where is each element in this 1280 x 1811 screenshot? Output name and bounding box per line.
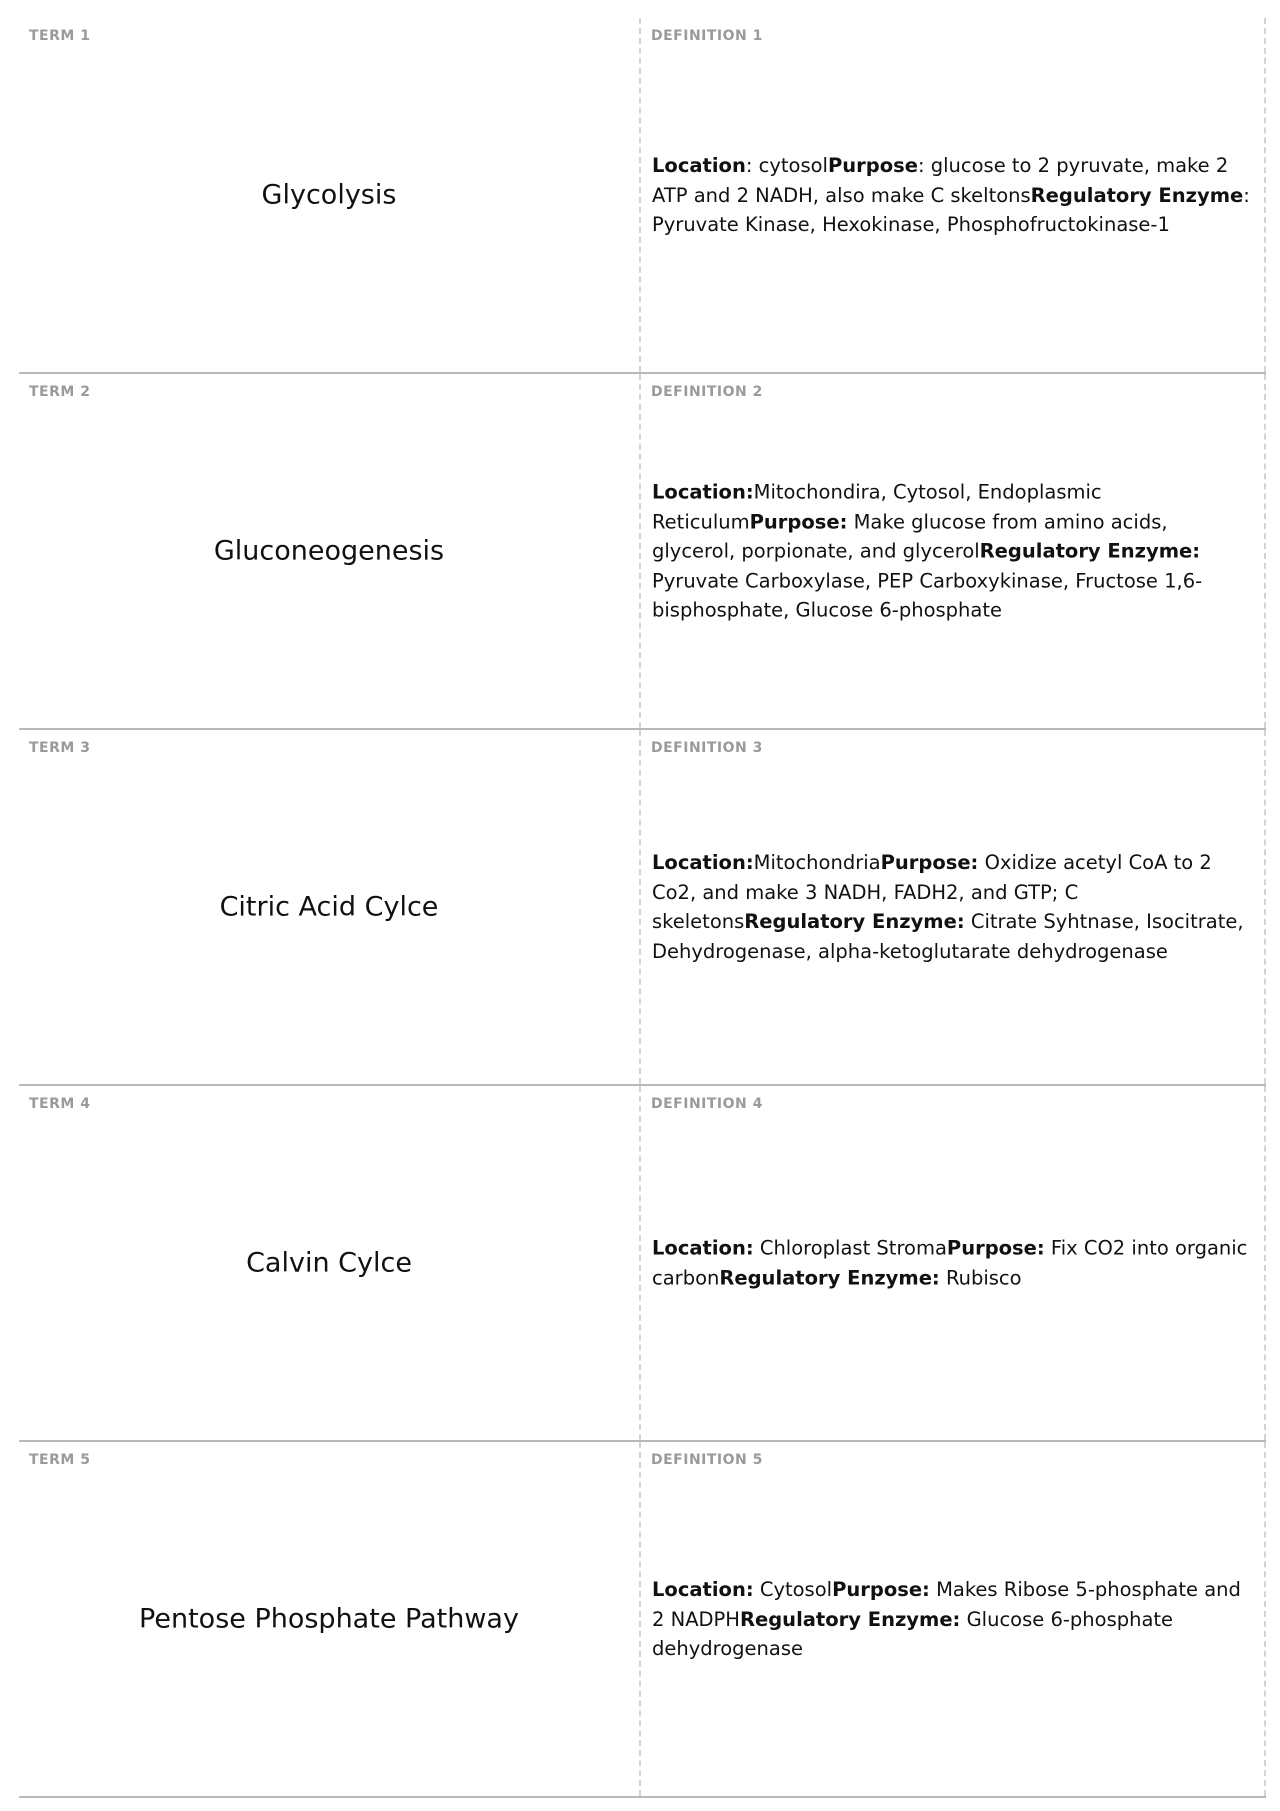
- location-value: cytosol: [758, 153, 828, 177]
- purpose-separator: :: [917, 153, 931, 177]
- term-cell: [19, 1442, 641, 1796]
- enzyme-label: Regulatory Enzyme: [1030, 183, 1244, 207]
- definition-label: DEFINITION 4: [651, 1096, 763, 1112]
- definition-cell: [641, 1442, 1266, 1796]
- definition-text: [652, 477, 1254, 625]
- purpose-value: Make glucose from amino acids, glycerol, porpionate, and glycerol: [652, 509, 1168, 563]
- enzyme-label: Regulatory Enzyme:: [979, 539, 1201, 563]
- purpose-value: glucose to 2 pyruvate, make 2 ATP and 2 NADH, also make C skeltons: [652, 153, 1229, 207]
- purpose-label: Purpose: [827, 153, 918, 177]
- location-value: Chloroplast Stroma: [759, 1236, 947, 1260]
- purpose-value: Makes Ribose 5-phosphate and 2 NADPH: [652, 1577, 1241, 1631]
- term-label: TERM 2: [29, 384, 91, 400]
- definition-text: [652, 151, 1254, 240]
- purpose-value: Fix CO2 into organic carbon: [652, 1236, 1248, 1289]
- purpose-label: Purpose:: [749, 509, 848, 533]
- location-label: Location:: [652, 1236, 754, 1260]
- definition-cell: [641, 1086, 1266, 1440]
- definition-label: DEFINITION 5: [651, 1452, 763, 1468]
- term-text: Calvin Cylce: [246, 1247, 412, 1279]
- enzyme-value: Citrate Syhtnase, Isocitrate, Dehydrogenase, alpha-ketoglutarate dehydrogenase: [652, 910, 1244, 963]
- location-label: Location:: [652, 1577, 754, 1601]
- location-label: Location: [652, 153, 746, 177]
- definition-text: [652, 1234, 1254, 1293]
- purpose-label: Purpose:: [832, 1577, 930, 1601]
- location-value: Mitochondria: [753, 851, 881, 874]
- location-value: Cytosol: [759, 1577, 833, 1601]
- term-text: Pentose Phosphate Pathway: [139, 1603, 519, 1635]
- enzyme-value: Rubisco: [945, 1266, 1022, 1289]
- card-row-1: [19, 18, 1266, 374]
- enzyme-separator: :: [1243, 183, 1250, 207]
- definition-text: [652, 1575, 1254, 1664]
- term-label: TERM 5: [29, 1452, 91, 1468]
- definition-label: DEFINITION 1: [651, 28, 763, 44]
- term-text: Glycolysis: [261, 179, 397, 211]
- enzyme-value: Glucose 6-phosphate dehydrogenase: [652, 1607, 1174, 1660]
- flashcard-sheet: [19, 18, 1266, 1798]
- term-label: TERM 1: [29, 28, 91, 44]
- enzyme-label: Regulatory Enzyme:: [744, 910, 965, 933]
- definition-label: DEFINITION 2: [651, 384, 763, 400]
- term-label: TERM 3: [29, 740, 91, 756]
- purpose-label: Purpose:: [946, 1236, 1045, 1260]
- definition-text: [652, 848, 1254, 966]
- term-text: Citric Acid Cylce: [219, 891, 439, 923]
- card-row-3: [19, 730, 1266, 1086]
- card-row-5: [19, 1442, 1266, 1798]
- enzyme-value: Pyruvate Kinase, Hexokinase, Phosphofructokinase-1: [652, 212, 1170, 236]
- location-value: Mitochondira, Cytosol, Endoplasmic Reticulum: [652, 480, 1102, 533]
- enzyme-value: Pyruvate Carboxylase, PEP Carboxykinase, Fructose 1,6-bisphosphate, Glucose 6-phosphate: [652, 568, 1203, 622]
- term-cell: [19, 1086, 641, 1440]
- term-cell: [19, 374, 641, 728]
- enzyme-label: Regulatory Enzyme:: [719, 1266, 940, 1289]
- term-cell: [19, 730, 641, 1084]
- term-label: TERM 4: [29, 1096, 91, 1112]
- definition-cell: [641, 730, 1266, 1084]
- location-label: Location:: [652, 851, 754, 874]
- card-row-2: [19, 374, 1266, 730]
- enzyme-label: Regulatory Enzyme:: [739, 1607, 961, 1631]
- location-separator: :: [745, 153, 759, 177]
- location-label: Location:: [652, 480, 754, 504]
- definition-label: DEFINITION 3: [651, 740, 763, 756]
- card-row-4: [19, 1086, 1266, 1442]
- definition-cell: [641, 18, 1266, 372]
- definition-cell: [641, 374, 1266, 728]
- purpose-label: Purpose:: [880, 851, 979, 874]
- term-text: Gluconeogenesis: [213, 535, 445, 567]
- term-cell: [19, 18, 641, 372]
- purpose-value: Oxidize acetyl CoA to 2 Co2, and make 3 NADH, FADH2, and GTP; C skeletons: [652, 851, 1212, 933]
